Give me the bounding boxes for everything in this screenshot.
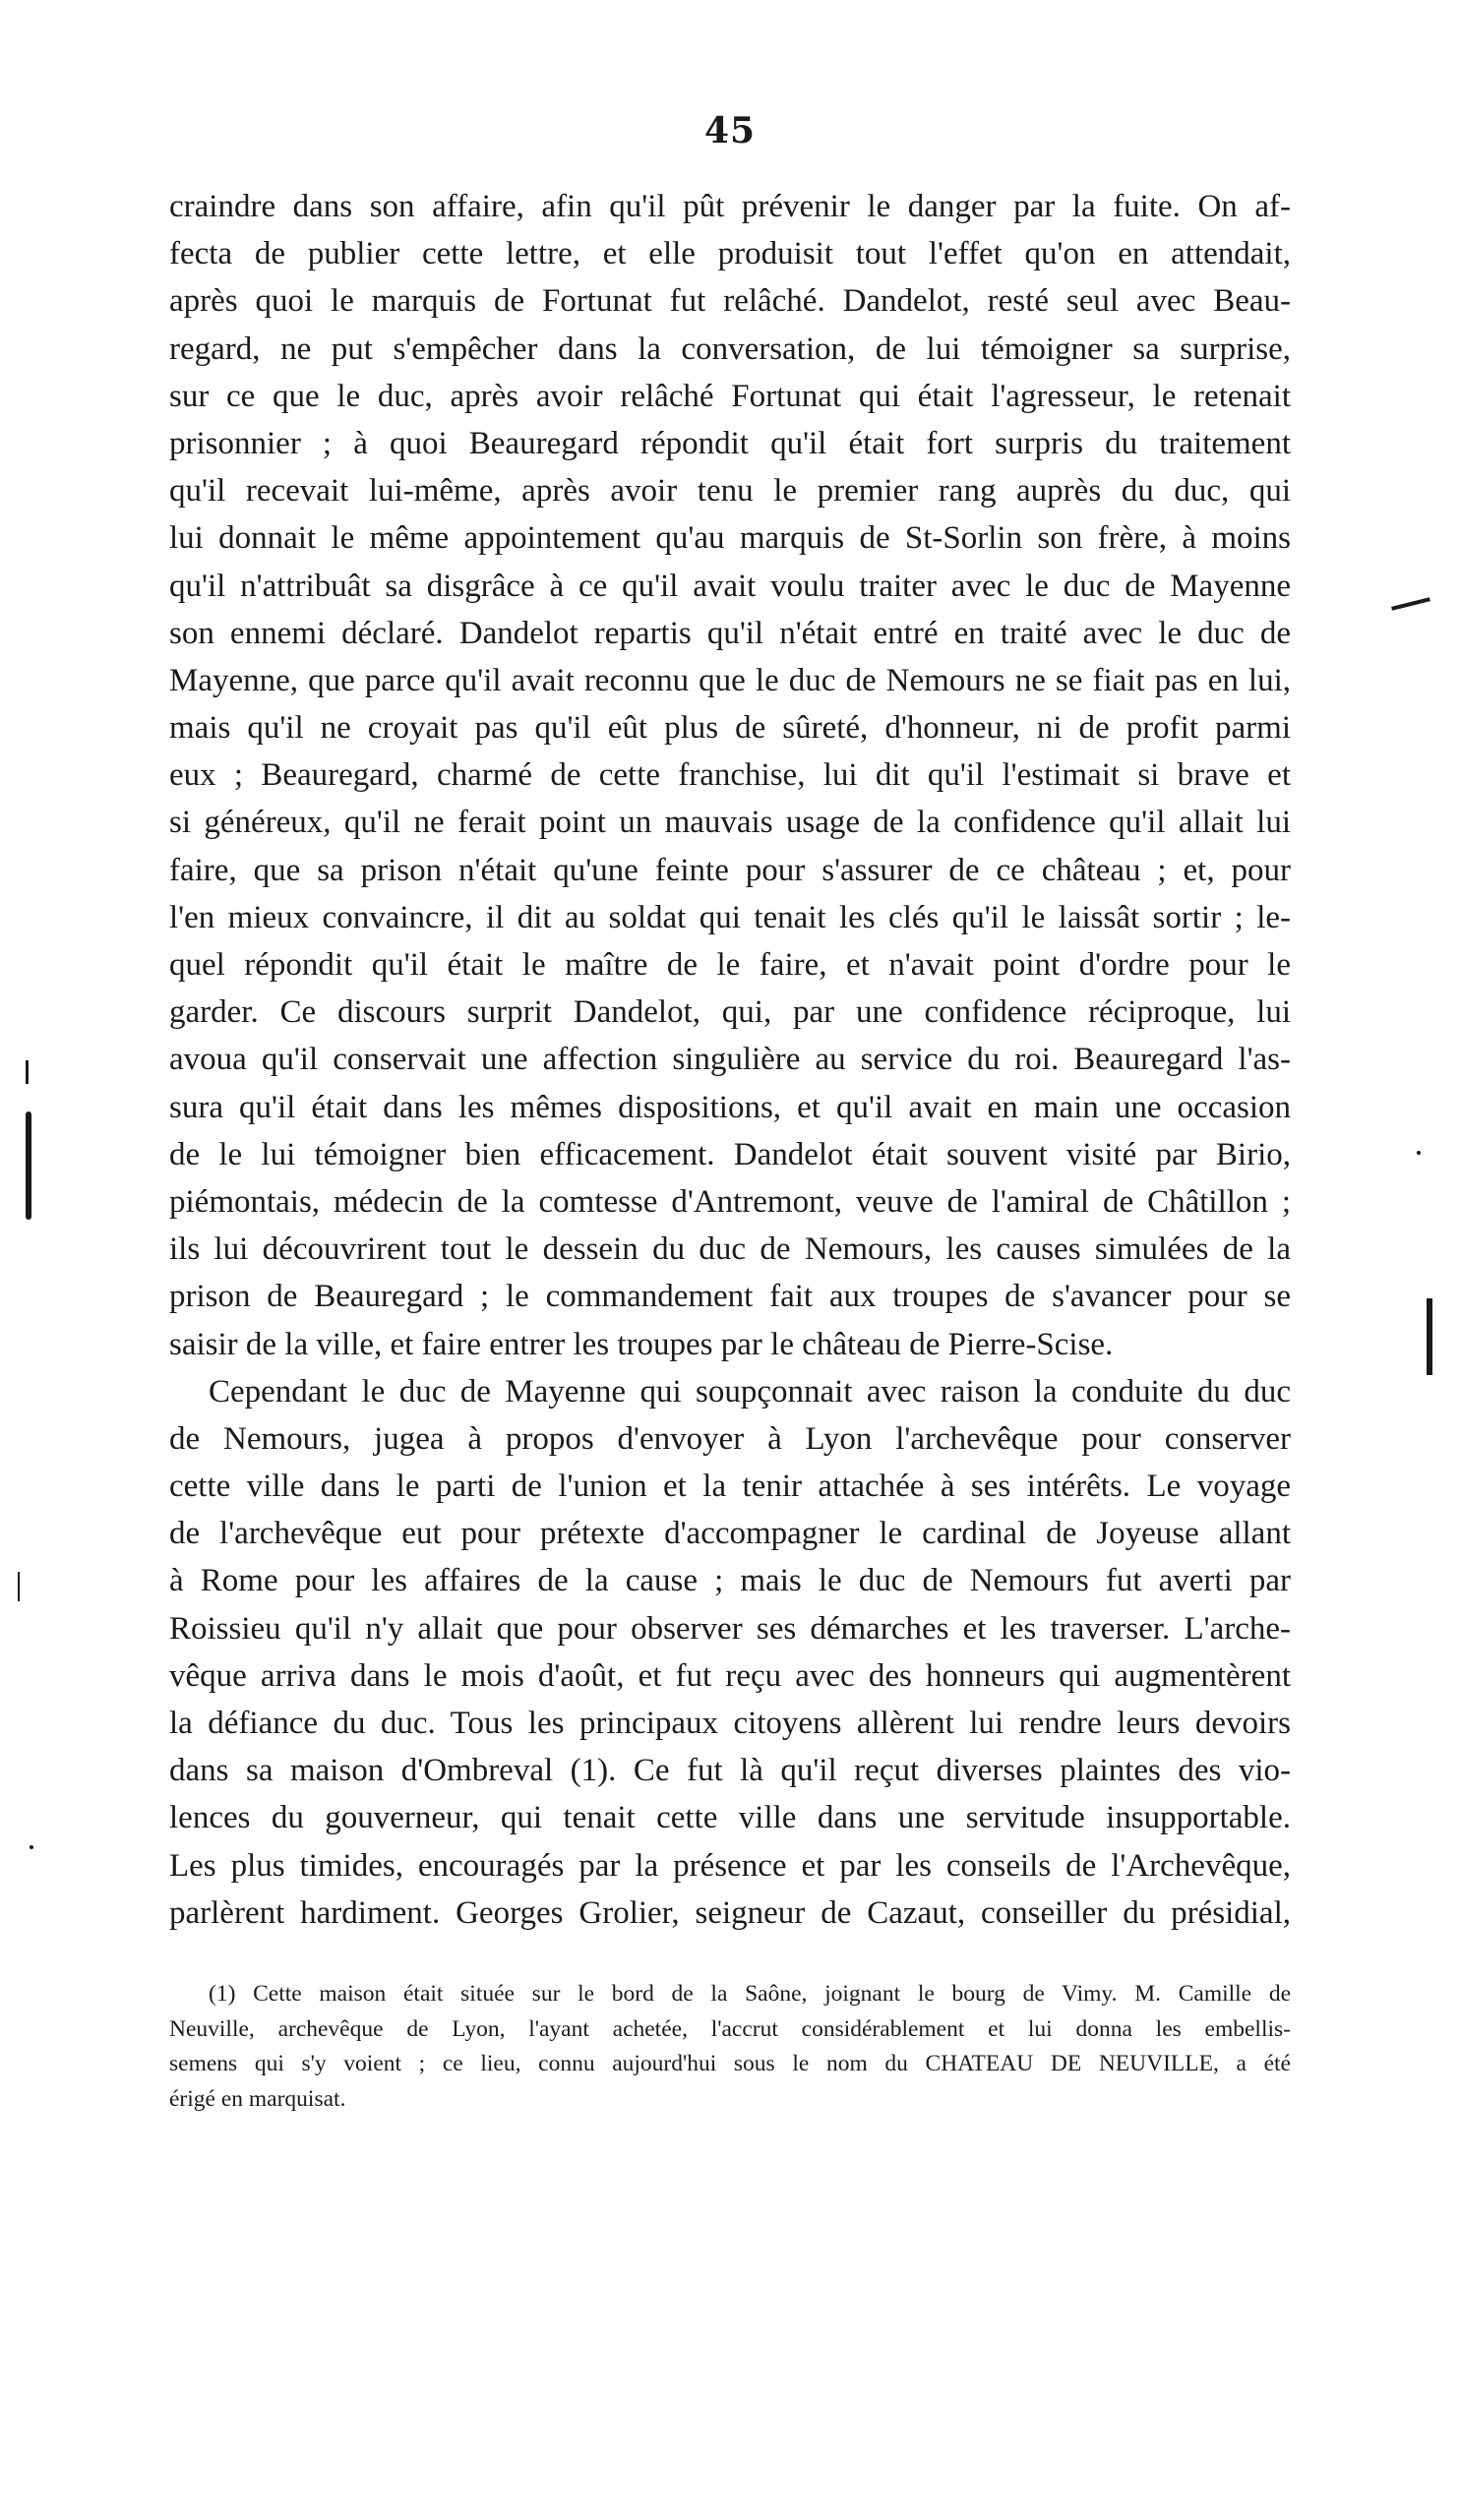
text-line: prison de Beauregard ; le commandement fait aux troupes de s'avancer pour se xyxy=(169,1279,1291,1315)
scan-margin-mark xyxy=(26,1060,29,1084)
text-line: cette ville dans le parti de l'union et la tenir attachée à ses intérêts. Le voyage xyxy=(169,1469,1291,1505)
text-line: Roissieu qu'il n'y allait que pour observer ses démarches et les traverser. L'arche- xyxy=(169,1610,1291,1647)
scan-speck xyxy=(1417,1151,1421,1155)
footnote-line: semens qui s'y voient ; ce lieu, connu aujourd'hui sous le nom du CHATEAU DE NEUVILLE, a été xyxy=(169,2051,1291,2076)
text-line: qu'il recevait lui-même, après avoir tenu le premier rang auprès du duc, qui xyxy=(169,473,1291,510)
text-line: de le lui témoigner bien efficacement. Dandelot était souvent visité par Birio, xyxy=(169,1136,1291,1172)
text-line: quel répondit qu'il était le maître de le faire, et n'avait point d'ordre pour le xyxy=(169,947,1291,983)
text-line: qu'il n'attribuât sa disgrâce à ce qu'il avait voulu traiter avec le duc de Mayenne xyxy=(169,568,1291,604)
scan-margin-mark xyxy=(18,1572,20,1601)
text-line: garder. Ce discours surprit Dandelot, qui, par une confidence réciproque, lui xyxy=(169,994,1291,1031)
text-line: piémontais, médecin de la comtesse d'Antremont, veuve de l'amiral de Châtillon ; xyxy=(169,1183,1291,1220)
text-line: l'en mieux convaincre, il dit au soldat qui tenait les clés qu'il le laissât sortir ; le- xyxy=(169,899,1291,935)
text-line: Mayenne, que parce qu'il avait reconnu que le duc de Nemours ne se fiait pas en lui, xyxy=(169,662,1291,698)
text-line: Cependant le duc de Mayenne qui soupçonnait avec raison la conduite du duc xyxy=(209,1373,1291,1410)
text-line: si généreux, qu'il ne ferait point un mauvais usage de la confidence qu'il allait lui xyxy=(169,805,1291,841)
text-line: son ennemi déclaré. Dandelot repartis qu'il n'était entré en traité avec le duc de xyxy=(169,615,1291,651)
footnote-line: (1) Cette maison était située sur le bord de la Saône, joignant le bourg de Vimy. M. Camille de xyxy=(209,1981,1291,2007)
text-line: la défiance du duc. Tous les principaux citoyens allèrent lui rendre leurs devoirs xyxy=(169,1706,1291,1741)
scan-margin-mark xyxy=(1391,597,1430,611)
page-number: 45 xyxy=(703,110,757,151)
text-line: fecta de publier cette lettre, et elle produisit tout l'effet qu'on en attendait, xyxy=(169,236,1291,272)
text-line: faire, que sa prison n'était qu'une feinte pour s'assurer de ce château ; et, pour xyxy=(169,852,1291,888)
scan-margin-mark xyxy=(1427,1298,1432,1375)
text-line: parlèrent hardiment. Georges Grolier, seigneur de Cazaut, conseiller du présidial, xyxy=(169,1894,1291,1931)
scan-margin-mark xyxy=(26,1111,31,1220)
text-line: saisir de la ville, et faire entrer les troupes par le château de Pierre-Scise. xyxy=(169,1326,1114,1362)
text-line: regard, ne put s'empêcher dans la conversation, de lui témoigner sa surprise, xyxy=(169,330,1291,367)
text-line: lui donnait le même appointement qu'au marquis de St-Sorlin son frère, à moins xyxy=(169,520,1291,557)
text-line: avoua qu'il conservait une affection singulière au service du roi. Beauregard l'as- xyxy=(169,1042,1291,1078)
text-line: lences du gouverneur, qui tenait cette ville dans une servitude insupportable. xyxy=(169,1800,1291,1836)
scan-speck xyxy=(30,1845,33,1849)
footnote-line: Neuville, archevêque de Lyon, l'ayant achetée, l'accrut considérablement et lui donna les embellis- xyxy=(169,2015,1291,2042)
text-line: mais qu'il ne croyait pas qu'il eût plus de sûreté, d'honneur, ni de profit parmi xyxy=(169,710,1291,747)
footnote xyxy=(169,1977,1291,2117)
text-line: prisonnier ; à quoi Beauregard répondit qu'il était fort surpris du traitement xyxy=(169,425,1291,461)
text-line: Les plus timides, encouragés par la présence et par les conseils de l'Archevêque, xyxy=(169,1847,1291,1884)
text-line: à Rome pour les affaires de la cause ; mais le duc de Nemours fut averti par xyxy=(169,1563,1291,1599)
body-text xyxy=(169,183,1291,1937)
text-line: sur ce que le duc, après avoir relâché Fortunat qui était l'agresseur, le retenait xyxy=(169,378,1291,414)
text-line: de l'archevêque eut pour prétexte d'accompagner le cardinal de Joyeuse allant xyxy=(169,1516,1291,1552)
text-line: de Nemours, jugea à propos d'envoyer à Lyon l'archevêque pour conserver xyxy=(169,1420,1291,1457)
footnote-line: érigé en marquisat. xyxy=(169,2085,346,2112)
text-line: dans sa maison d'Ombreval (1). Ce fut là qu'il reçut diverses plaintes des vio- xyxy=(169,1753,1291,1789)
text-line: vêque arriva dans le mois d'août, et fut reçu avec des honneurs qui augmentèrent xyxy=(169,1657,1291,1694)
text-line: craindre dans son affaire, afin qu'il pût prévenir le danger par la fuite. On af- xyxy=(169,189,1291,224)
text-line: sura qu'il était dans les mêmes dispositions, et qu'il avait en main une occasion xyxy=(169,1089,1291,1125)
text-line: eux ; Beauregard, charmé de cette franchise, lui dit qu'il l'estimait si brave et xyxy=(169,757,1291,794)
text-line: après quoi le marquis de Fortunat fut relâché. Dandelot, resté seul avec Beau- xyxy=(169,283,1291,320)
text-line: ils lui découvrirent tout le dessein du duc de Nemours, les causes simulées de la xyxy=(169,1231,1291,1268)
